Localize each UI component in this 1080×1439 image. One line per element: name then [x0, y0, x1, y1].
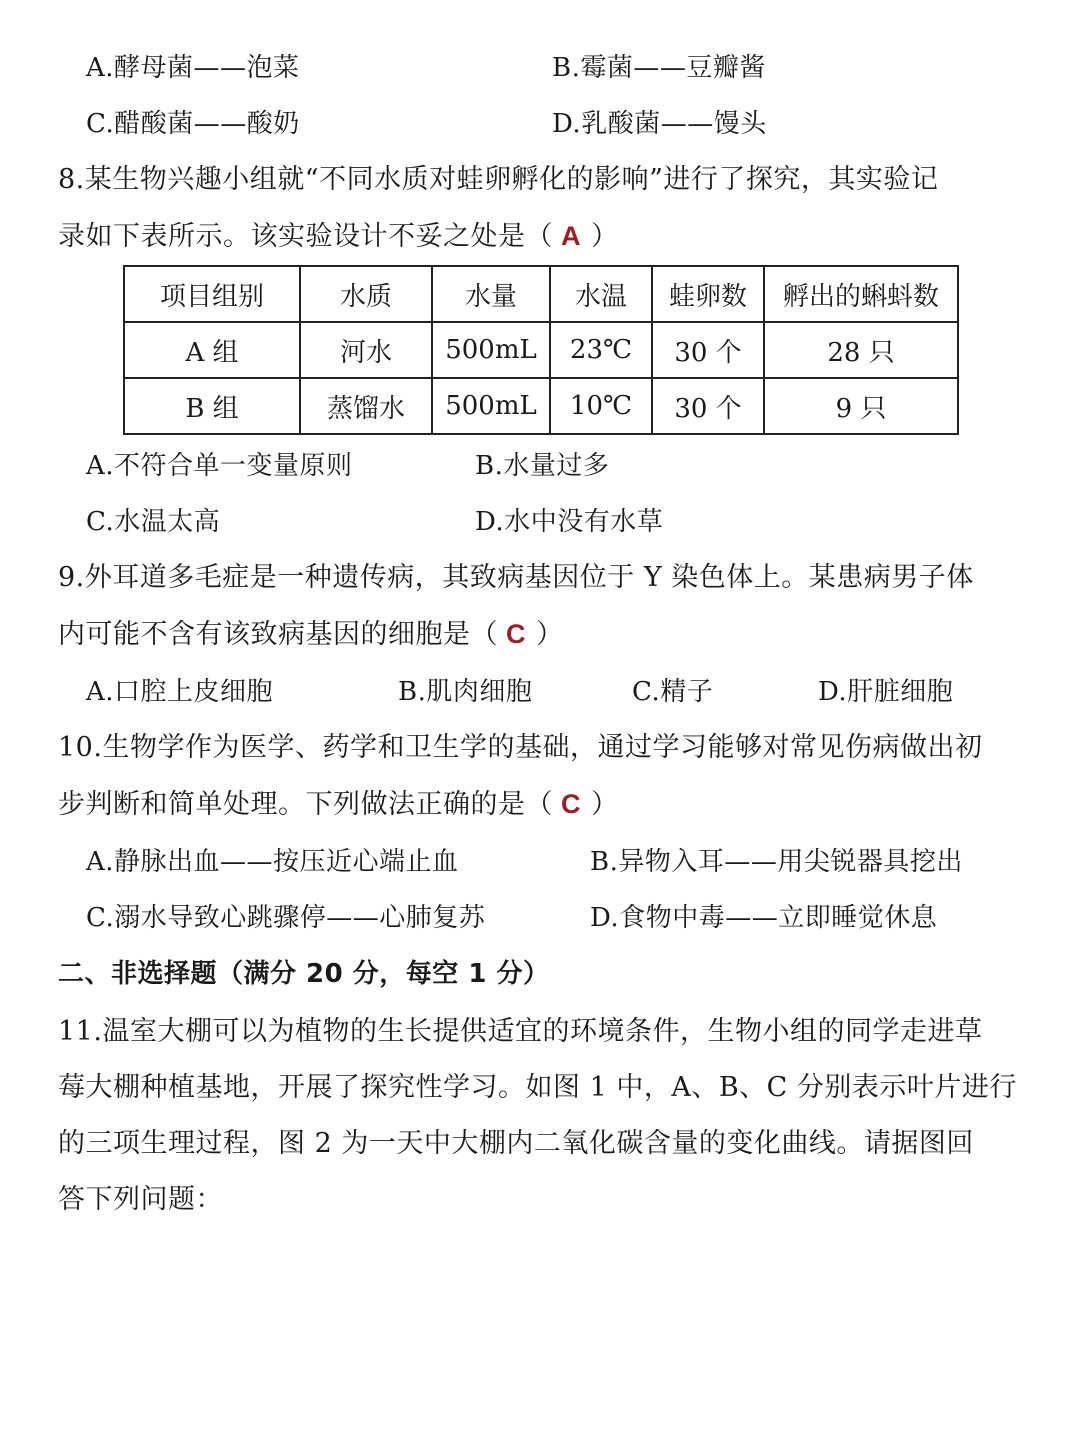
table-header-cell: 孵出的蝌蚪数 — [764, 266, 958, 322]
table-row — [124, 322, 958, 378]
option-label: A. — [86, 53, 115, 83]
option-label: A. — [86, 451, 115, 481]
q8-option-c — [86, 502, 220, 542]
table-cell: 500mL — [432, 322, 550, 378]
table-cell: 30 个 — [652, 378, 764, 434]
q8-option-a — [86, 446, 353, 486]
table-header-cell: 蛙卵数 — [652, 266, 764, 322]
q8-stem-text: 录如下表所示。该实验设计不妥之处是（ — [58, 221, 553, 252]
table-header-cell: 水质 — [300, 266, 432, 322]
q9-option-c — [632, 672, 713, 712]
q8-option-b — [475, 446, 609, 486]
option-label: C. — [632, 677, 661, 707]
q11-stem-line4: 答下列问题： — [58, 1184, 223, 1215]
table-cell: 蒸馏水 — [300, 378, 432, 434]
option-label: C. — [86, 507, 115, 537]
q10-stem-line1: 10.生物学作为医学、药学和卫生学的基础，通过学习能够对常见伤病做出初 — [58, 732, 983, 763]
option-text: 乳酸菌——馒头 — [581, 109, 767, 139]
q10-option-c — [86, 898, 485, 938]
q8-answer: A — [561, 221, 581, 251]
q11-stem-line3: 的三项生理过程，图 2 为一天中大棚内二氧化碳含量的变化曲线。请据图回 — [58, 1128, 974, 1159]
q8-option-d — [475, 502, 663, 542]
option-label: D. — [475, 507, 505, 537]
option-text: 霉菌——豆瓣酱 — [580, 53, 766, 83]
option-label: A. — [86, 847, 115, 877]
option-label: D. — [552, 109, 582, 139]
option-label: B. — [398, 677, 427, 707]
q8-stem-line2 — [58, 216, 621, 257]
option-label: A. — [86, 677, 115, 707]
q11-stem-line2: 莓大棚种植基地，开展了探究性学习。如图 1 中，A、B、C 分别表示叶片进行 — [58, 1072, 1017, 1103]
table-cell: 28 只 — [764, 322, 958, 378]
q9-stem-line2 — [58, 614, 566, 655]
option-text: 水量过多 — [503, 451, 610, 481]
table-cell: A 组 — [124, 322, 300, 378]
table-header-cell: 水量 — [432, 266, 550, 322]
table-cell: 10℃ — [550, 378, 652, 434]
table-cell: 23℃ — [550, 322, 652, 378]
option-text: 酵母菌——泡菜 — [114, 53, 300, 83]
option-text: 口腔上皮细胞 — [114, 677, 274, 707]
q8-stem-line1: 8.某生物兴趣小组就“不同水质对蛙卵孵化的影响”进行了探究，其实验记 — [58, 164, 939, 195]
q10-option-b — [590, 842, 963, 882]
q10-stem-text: 步判断和简单处理。下列做法正确的是（ — [58, 789, 553, 820]
q7-option-d — [552, 104, 767, 144]
option-text: 溺水导致心跳骤停——心肺复苏 — [114, 903, 486, 933]
q10-close-paren: ） — [591, 789, 619, 820]
table-row — [124, 378, 958, 434]
q9-stem-line1: 9.外耳道多毛症是一种遗传病，其致病基因位于 Y 染色体上。某患病男子体 — [58, 562, 974, 593]
experiment-table — [123, 265, 959, 435]
table-header-cell: 项目组别 — [124, 266, 300, 322]
table-cell: 500mL — [432, 378, 550, 434]
table-cell: 河水 — [300, 322, 432, 378]
option-label: C. — [86, 109, 115, 139]
option-label: C. — [86, 903, 115, 933]
option-text: 醋酸菌——酸奶 — [114, 109, 300, 139]
option-text: 静脉出血——按压近心端止血 — [114, 847, 459, 877]
option-label: D. — [590, 903, 620, 933]
table-cell: 30 个 — [652, 322, 764, 378]
option-text: 不符合单一变量原则 — [114, 451, 353, 481]
q10-stem-line2 — [58, 784, 621, 825]
option-text: 肝脏细胞 — [847, 677, 954, 707]
q7-option-b — [552, 48, 766, 88]
q9-option-b — [398, 672, 532, 712]
q9-close-paren: ） — [536, 619, 564, 650]
table-header-row — [124, 266, 958, 322]
option-label: B. — [552, 53, 581, 83]
q10-option-d — [590, 898, 937, 938]
option-label: B. — [475, 451, 504, 481]
section-title: 二、非选择题（满分 20 分，每空 1 分） — [58, 959, 550, 989]
option-text: 水温太高 — [114, 507, 221, 537]
q11-stem-line1: 11.温室大棚可以为植物的生长提供适宜的环境条件，生物小组的同学走进草 — [58, 1016, 983, 1047]
option-text: 水中没有水草 — [504, 507, 664, 537]
q9-option-a — [86, 672, 273, 712]
q10-answer: C — [561, 789, 581, 819]
q7-option-a — [86, 48, 300, 88]
q9-answer: C — [506, 619, 526, 649]
option-text: 肌肉细胞 — [426, 677, 533, 707]
table-cell: 9 只 — [764, 378, 958, 434]
option-text: 食物中毒——立即睡觉休息 — [619, 903, 938, 933]
q9-stem-text: 内可能不含有该致病基因的细胞是（ — [58, 619, 498, 650]
q7-option-c — [86, 104, 300, 144]
q8-close-paren: ） — [591, 221, 619, 252]
table-cell: B 组 — [124, 378, 300, 434]
option-label: B. — [590, 847, 619, 877]
option-label: D. — [818, 677, 848, 707]
table-header-cell: 水温 — [550, 266, 652, 322]
q9-option-d — [818, 672, 953, 712]
q10-option-a — [86, 842, 459, 882]
option-text: 异物入耳——用尖锐器具挖出 — [618, 847, 963, 877]
option-text: 精子 — [660, 677, 714, 707]
